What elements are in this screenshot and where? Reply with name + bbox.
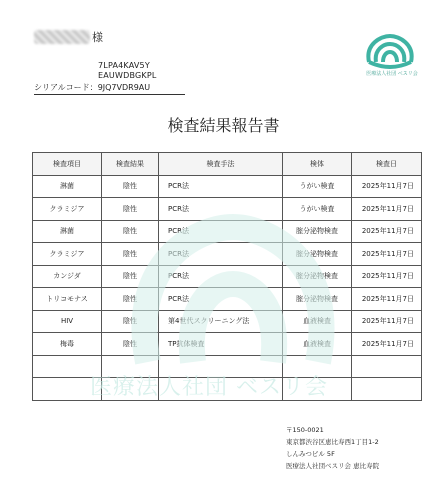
cell-test-item: クラミジア [33,198,102,221]
cell-result: 陰性 [102,243,159,266]
address-line2: しんみつビル 5F [286,450,335,458]
cell-specimen: うがい検査 [283,175,352,198]
header-result: 検査結果 [102,153,159,176]
table-row [33,288,422,311]
cell-specimen: 腟分泌物検査 [283,220,352,243]
cell-specimen: うがい検査 [283,198,352,221]
results-table [32,152,422,401]
header-method: 検査手法 [159,153,283,176]
table-row [33,220,422,243]
cell-method: PCR法 [159,243,283,266]
cell-date: 2025年11月7日 [352,333,422,356]
header-test-item: 検査項目 [33,153,102,176]
table-row [33,265,422,288]
cell-result: 陰性 [102,333,159,356]
cell-specimen: 腟分泌物検査 [283,288,352,311]
header-specimen: 検体 [283,153,352,176]
cell-method: PCR法 [159,220,283,243]
cell-test-item: HIV [33,310,102,333]
cell-specimen: 血液検査 [283,333,352,356]
table-header-row [33,153,422,176]
address-postal: 〒150-0021 [286,426,324,434]
cell-specimen: 腟分泌物検査 [283,243,352,266]
cell-method: PCR法 [159,265,283,288]
cell-result: 陰性 [102,175,159,198]
cell-result: 陰性 [102,220,159,243]
serial-value: 9JQ7VDR9AU [97,83,151,92]
cell-date: 2025年11月7日 [352,220,422,243]
cell-test-item: トリコモナス [33,288,102,311]
cell-test-item: 梅毒 [33,333,102,356]
clinic-logo-text: 医療法人社団 ベスリ会 [366,71,418,77]
cell-date: 2025年11月7日 [352,198,422,221]
serial-code [34,82,185,95]
cell-result: 陰性 [102,288,159,311]
cell-specimen: 腟分泌物検査 [283,265,352,288]
document-title: 検査結果報告書 [167,116,280,135]
cell-date: 2025年11月7日 [352,243,422,266]
code-1: 7LPA4KAV5Y [98,61,150,70]
cell-test-item: 淋菌 [33,175,102,198]
table-row [33,198,422,221]
cell-method: PCR法 [159,288,283,311]
watermark-text: 医療法人社団 ベスリ会 [90,375,328,400]
cell-result: 陰性 [102,265,159,288]
cell-result: 陰性 [102,310,159,333]
table-row [33,310,422,333]
cell-result: 陰性 [102,198,159,221]
cell-date: 2025年11月7日 [352,175,422,198]
address-line3: 医療法人社団ベスリ会 恵比寿院 [286,462,380,470]
table-row [33,333,422,356]
header-date: 検査日 [352,153,422,176]
cell-method: PCR法 [159,175,283,198]
cell-test-item: クラミジア [33,243,102,266]
cell-method: PCR法 [159,198,283,221]
cell-date: 2025年11月7日 [352,265,422,288]
recipient-honorific: 様 [92,31,103,44]
code-2: EAUWDBGKPL [98,71,157,80]
table-row [33,243,422,266]
address-line1: 東京都渋谷区恵比寿西1丁目1-2 [286,438,379,446]
cell-test-item: カンジダ [33,265,102,288]
cell-method: 第4世代スクリーニング法 [159,310,283,333]
cell-specimen: 血液検査 [283,310,352,333]
cell-test-item: 淋菌 [33,220,102,243]
serial-label: シリアルコード： [34,83,98,92]
cell-date: 2025年11月7日 [352,310,422,333]
cell-method: TP抗体検査 [159,333,283,356]
table-row [33,175,422,198]
cell-date: 2025年11月7日 [352,288,422,311]
recipient-name-redacted [34,30,90,44]
